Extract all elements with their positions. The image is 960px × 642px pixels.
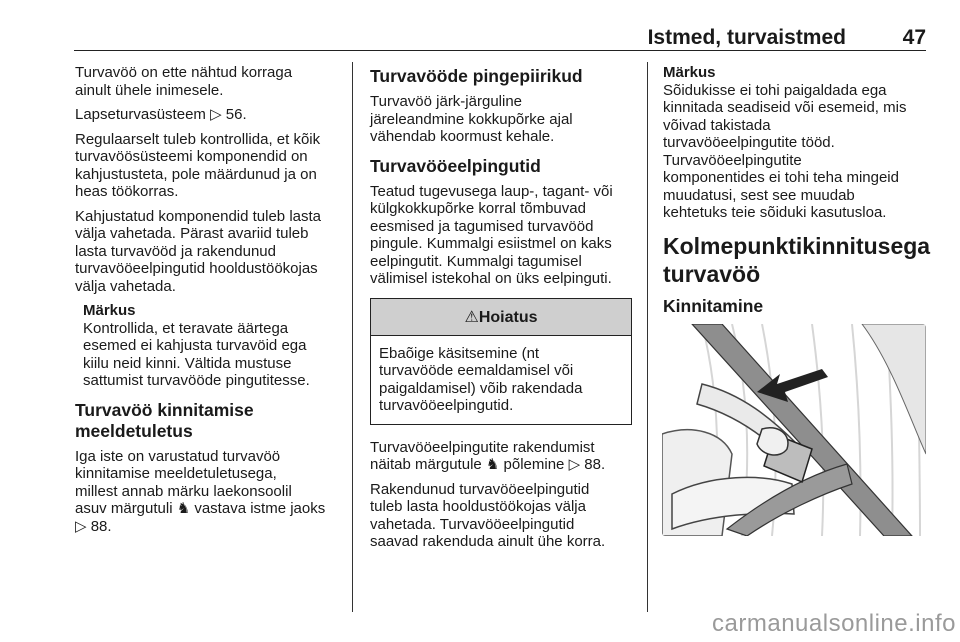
- note-box: [663, 64, 931, 222]
- warning-text: Ebaõige käsitsemine (nt turvavööde eemaldamisel või paigaldamisel) võib rakendada turvavööeelpingutid.: [379, 344, 583, 414]
- heading-three-point-belt: Kolmepunktikinnitusega turvavöö: [663, 232, 931, 287]
- warning-header: [371, 299, 631, 336]
- warning-title: Hoiatus: [478, 308, 538, 326]
- page-ref[interactable]: 56.: [225, 106, 247, 123]
- paragraph-child-seat-ref: Lapseturvasüsteem ▷ 56.: [75, 105, 247, 123]
- page-ref-icon: ▷: [568, 455, 581, 473]
- column-divider: [352, 62, 353, 612]
- paragraph: Teatud tugevusega laup-, tagant- või külgkokkupõrke korral tõmbuvad eesmised ja tagumised turvavööd pingule. Kummalgi esiistmel on kaks eelpingutit. Kummalgi tagumisel välimisel istekohal on üks eelpinguti.: [370, 182, 613, 287]
- watermark: carmanualsonline.info: [712, 610, 956, 637]
- warning-icon: ⚠: [464, 306, 479, 326]
- paragraph-reminder: Iga iste on varustatud turvavöö kinnitamise meeldetuletusega, millest annab märku laekonsoolil asuv märgutuli ♞ vastava istme jaoks ▷ 88.: [75, 447, 326, 535]
- heading-fastening: Kinnitamine: [663, 295, 764, 316]
- page-ref[interactable]: 88.: [90, 517, 112, 535]
- page-ref-icon: ▷: [210, 105, 222, 123]
- heading-load-limiters: Turvavööde pingepiirikud: [370, 66, 583, 86]
- paragraph: Regulaarselt tuleb kontrollida, et kõik turvavöösüsteemi komponendid on kahjustusteta, pole määrdunud ja on heas töökorras.: [75, 130, 321, 200]
- page-header: [74, 0, 926, 51]
- note-title: Märkus: [83, 302, 136, 319]
- column-divider: [647, 62, 648, 612]
- paragraph: Kahjustatud komponendid tuleb lasta välja vahetada. Pärast avariid tuleb lasta turvavööd ja rakendunud turvavööeelpingutid hooldustöökojas välja vahetada.: [75, 207, 322, 295]
- paragraph: Turvavöö järk-järguline järeleandmine kokkupõrke ajal vähendab koormust kehale.: [370, 93, 573, 145]
- seatbelt-warning-icon: ♞: [176, 499, 191, 517]
- warning-box: [370, 298, 632, 425]
- paragraph-indicator: Turvavööeelpingutite rakendumist näitab märgutule ♞ põlemine ▷ 88.: [370, 438, 606, 473]
- page-number: 47: [902, 26, 926, 49]
- seatbelt-illustration: [662, 324, 926, 536]
- heading-pretensioners: Turvavööeelpingutid: [370, 155, 541, 176]
- heading-reminder: Turvavöö kinnitamise meeldetuletus: [75, 399, 254, 441]
- note-text: Sõidukisse ei tohi paigaldada ega kinnitada seadiseid või esemeid, mis võivad takistada turvavööeelpingutite tööd. Turvavööeelpingutite komponentides ei tohi teha mingeid muudatusi, sest see muudab kehtetuks teie sõiduki kasutusloa.: [663, 81, 907, 221]
- paragraph: Rakendunud turvavööeelpingutid tuleb lasta hooldustöökojas välja vahetada. Turvavööeelpingutid saavad rakenduda ainult ühe korra.: [370, 480, 606, 550]
- column-2: [370, 64, 632, 558]
- column-3: [663, 64, 931, 323]
- page-ref-icon: ▷: [75, 516, 87, 535]
- note-box: [75, 302, 343, 390]
- seatbelt-drawing: [662, 324, 926, 536]
- paragraph: Turvavöö on ette nähtud korraga ainult ühele inimesele.: [75, 64, 293, 99]
- note-text: Kontrollida, et teravate äärtega esemed ei kahjusta turvavöid ega kiilu neid kinni. Vältida mustuse sattumist turvavööde pingutitesse.: [83, 319, 310, 389]
- note-title: Märkus: [663, 64, 716, 81]
- airbag-indicator-icon: ♞: [485, 455, 500, 473]
- section-title: Istmed, turvaistmed: [647, 26, 846, 49]
- column-1: [75, 64, 343, 542]
- page-ref[interactable]: 88.: [584, 456, 606, 473]
